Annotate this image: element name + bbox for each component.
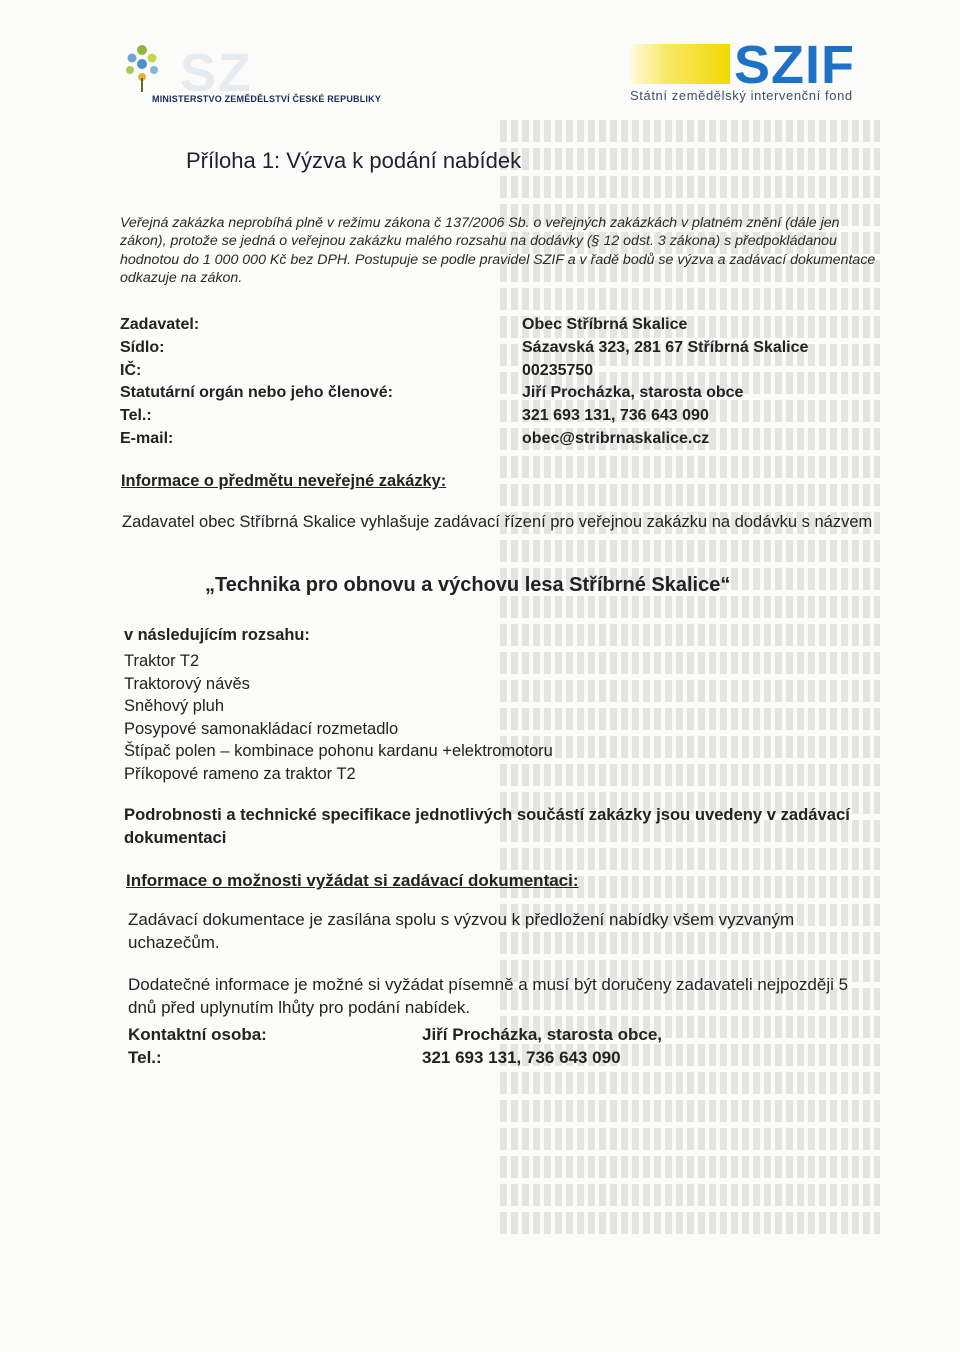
- ministry-logo: [110, 40, 382, 110]
- contact-person-row: [128, 1025, 828, 1048]
- contracting-authority-block: [120, 316, 890, 453]
- contact-phone-row: [128, 1048, 828, 1071]
- contact-phone-value: 321 693 131, 736 643 090: [422, 1048, 621, 1067]
- documentation-heading: Informace o možnosti vyžádat si zadávací dokumentaci:: [126, 871, 579, 890]
- ministry-logo-text: MINISTERSTVO ZEMĚDĚLSTVÍ ČESKÉ REPUBLIKY: [152, 94, 382, 104]
- authority-value: 321 693 131, 736 643 090: [522, 407, 709, 425]
- authority-row: [120, 430, 890, 453]
- authority-label: Tel.:: [120, 407, 152, 425]
- szif-logo-subtitle: Státní zemědělský intervenční fond: [630, 88, 853, 103]
- scope-heading: v následujícím rozsahu:: [124, 626, 310, 644]
- subject-paragraph: Zadavatel obec Stříbrná Skalice vyhlašuje zadávací řízení pro veřejnou zakázku na dodávku s názvem: [122, 513, 873, 531]
- additional-info-paragraph: Dodatečné informace je možné si vyžádat písemně a musí být doručeny zadavateli nejpozději 5 dnů před uplynutím lhůty pro podání nabídek.: [128, 975, 849, 1017]
- authority-row: [120, 407, 890, 430]
- authority-value: Sázavská 323, 281 67 Stříbrná Skalice: [522, 338, 809, 356]
- authority-value: obec@stribrnaskalice.cz: [522, 429, 710, 447]
- contact-person-value: Jiří Procházka, starosta obce,: [422, 1025, 662, 1044]
- authority-label: IČ:: [120, 361, 142, 379]
- authority-label: Statutární orgán nebo jeho členové:: [120, 384, 393, 402]
- scope-item: Sněhový pluh: [124, 697, 224, 715]
- authority-value: Jiří Procházka, starosta obce: [522, 384, 744, 402]
- authority-label: Sídlo:: [120, 338, 165, 356]
- authority-label: E-mail:: [120, 429, 174, 447]
- contact-person-label: Kontaktní osoba:: [128, 1025, 267, 1044]
- authority-row: [120, 384, 890, 407]
- contact-block: [128, 1025, 828, 1071]
- documentation-paragraph: Zadávací dokumentace je zasílána spolu s výzvou k předložení nabídky všem vyzvaným uchazečům.: [128, 910, 795, 952]
- project-title: „Technika pro obnovu a výchovu lesa Stříbrné Skalice“: [205, 574, 731, 596]
- scope-item: Posypové samonakládací rozmetadlo: [124, 719, 399, 738]
- page-title: Příloha 1: Výzva k podání nabídek: [186, 148, 522, 173]
- szif-logo: [630, 35, 880, 110]
- scope-item: Příkopové rameno za traktor T2: [124, 764, 356, 783]
- contact-phone-label: Tel.:: [128, 1048, 162, 1067]
- leaf-emblem-icon: [120, 40, 164, 92]
- scope-item: Traktorový návěs: [124, 674, 250, 693]
- authority-row: [120, 316, 890, 339]
- authority-value: Obec Stříbrná Skalice: [522, 316, 688, 333]
- authority-row: [120, 362, 890, 385]
- scope-item: Traktor T2: [124, 652, 200, 670]
- szif-logo-mark: SZIF: [734, 35, 855, 95]
- subject-heading: Informace o předmětu neveřejné zakázky:: [121, 472, 447, 490]
- szif-yellow-bar: [630, 44, 730, 84]
- specification-note: Podrobnosti a technické specifikace jednotlivých součástí zakázky jsou uvedeny v zadávací dokumentaci: [124, 805, 850, 847]
- ministry-logo-watermark: SZ: [180, 43, 254, 103]
- scope-item: Štípač polen – kombinace pohonu kardanu +elektromotoru: [124, 742, 553, 760]
- scope-list: [124, 650, 553, 785]
- reverse-side-bleed-through: [500, 120, 880, 1270]
- authority-value: 00235750: [522, 361, 594, 379]
- authority-label: Zadavatel:: [120, 316, 200, 333]
- authority-row: [120, 339, 890, 362]
- intro-paragraph: Veřejná zakázka neprobíhá plně v režimu zákona č 137/2006 Sb. o veřejných zakázkách v platném znění (dále jen zákon), protože se jedná o veřejnou zakázku malého rozsahu na dodávky (§ 12 odst. 3 zákona) s předpokládanou hodnotou do 1 000 000 Kč bez DPH. Postupuje se podle pravidel SZIF a v řadě bodů se výzva a zadávací dokumentace odkazuje na zákon.: [120, 215, 876, 287]
